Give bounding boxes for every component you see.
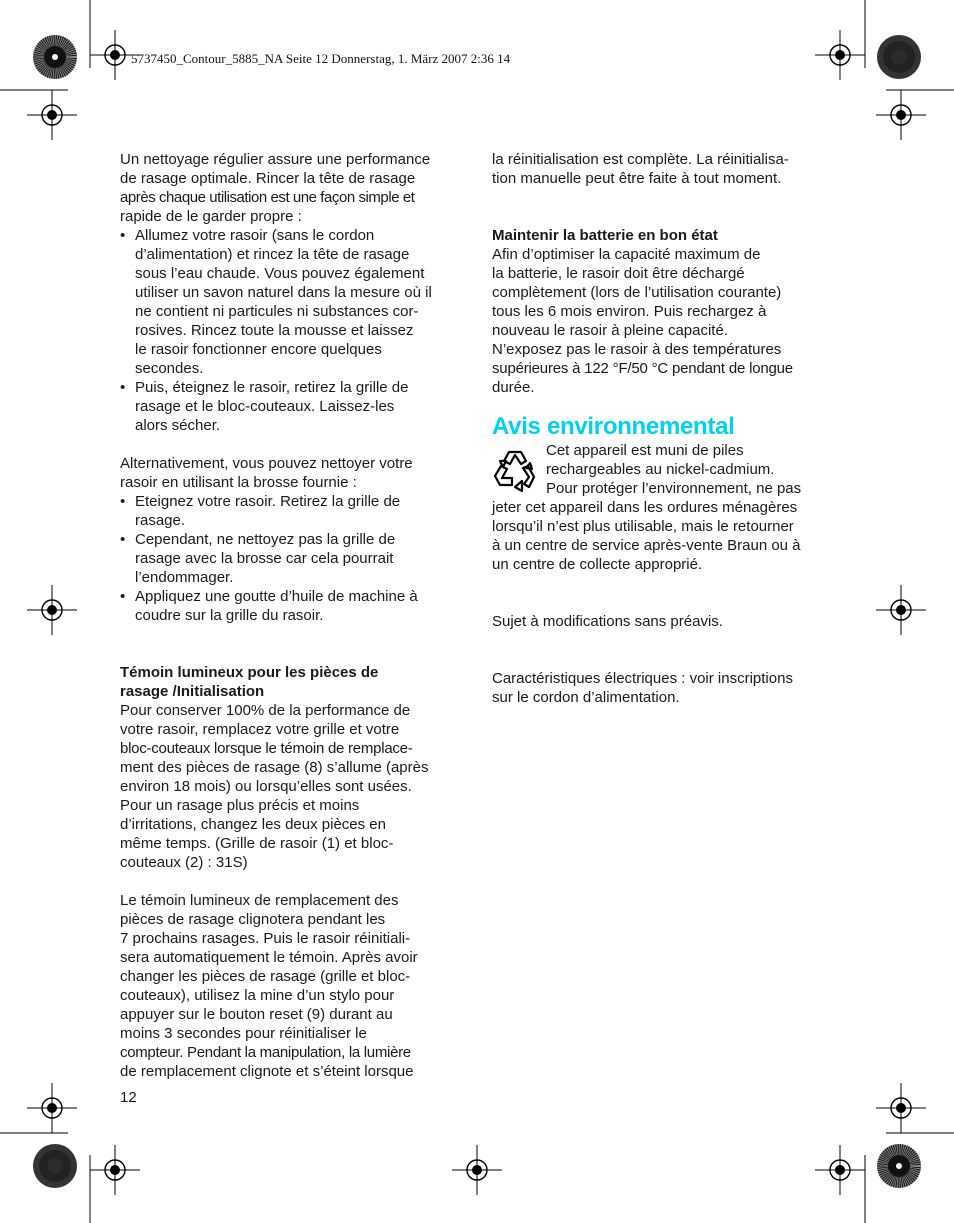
bullet-item — [120, 226, 465, 378]
text-line: d’irritations, changez les deux pièces en — [120, 816, 386, 833]
text-line: d’alimentation) et rincez la tête de rasage — [135, 246, 410, 263]
text-line: • Appliquez une goutte d’huile de machine à — [135, 588, 418, 605]
text-line: rapide de le garder propre : — [120, 208, 302, 225]
text-line: à un centre de service après-vente Braun ou à — [492, 537, 801, 554]
bullet-item — [120, 492, 465, 530]
text-line: Pour conserver 100% de la performance de — [120, 702, 411, 719]
registration-mark-icon — [876, 1083, 926, 1133]
text-line: • Allumez votre rasoir (sans le cordon — [135, 227, 375, 244]
text-line: secondes. — [135, 360, 204, 377]
text-line: Pour un rasage plus précis et moins — [120, 797, 360, 814]
starburst-color-bar-icon — [32, 1143, 78, 1189]
text-line: lorsqu’il n’est plus utilisable, mais le retourner — [492, 518, 794, 535]
text-line: la batterie, le rasoir doit être déchargé — [492, 265, 745, 282]
starburst-color-bar-icon — [876, 34, 922, 80]
text-line: • Puis, éteignez le rasoir, retirez la grille de — [135, 379, 409, 396]
text-line: Afin d’optimiser la capacité maximum de — [492, 246, 761, 263]
left-column — [120, 150, 465, 1081]
bullet-item — [120, 587, 465, 625]
text-line: même temps. (Grille de rasoir (1) et bloc- — [120, 835, 394, 852]
text-line: bloc-couteaux lorsque le témoin de remplace- — [120, 740, 413, 757]
text-line: environ 18 mois) ou lorsqu’elles sont usées. — [120, 778, 412, 795]
right-column — [492, 150, 837, 707]
section-heading: Témoin lumineux pour les pièces de — [120, 664, 379, 681]
text-line: rasage et le bloc-couteaux. Laissez-les — [135, 398, 395, 415]
text-line: supérieures à 122 °F/50 °C pendant de longue — [492, 360, 793, 377]
text-line: utiliser un savon naturel dans la mesure où il — [135, 284, 432, 301]
text-line: appuyer sur le bouton reset (9) durant au — [120, 1006, 393, 1023]
text-line: couteaux (2) : 31S) — [120, 854, 248, 871]
text-line: sera automatiquement le témoin. Après avoir — [120, 949, 418, 966]
text-line: moins 3 secondes pour réinitialiser le — [120, 1025, 367, 1042]
text-line: changer les pièces de rasage (grille et bloc- — [120, 968, 411, 985]
text-line: rasoir en utilisant la brosse fournie : — [120, 474, 357, 491]
text-line: rasage avec la brosse car cela pourrait — [135, 550, 394, 567]
text-line: • Cependant, ne nettoyez pas la grille de — [135, 531, 396, 548]
registration-mark-icon — [27, 585, 77, 635]
registration-mark-icon — [90, 1145, 140, 1195]
starburst-color-bar-icon — [32, 34, 78, 80]
registration-mark-icon — [27, 1083, 77, 1133]
text-line: rechargeables au nickel-cadmium. — [546, 461, 775, 478]
text-line: le rasoir fonctionner encore quelques — [135, 341, 382, 358]
section-heading: Maintenir la batterie en bon état — [492, 227, 718, 244]
text-line: coudre sur la grille du rasoir. — [135, 607, 324, 624]
registration-mark-icon — [27, 90, 77, 140]
text-line: jeter cet appareil dans les ordures ménagères — [492, 499, 798, 516]
text-line: rosives. Rincez toute la mousse et laissez — [135, 322, 414, 339]
text-line: durée. — [492, 379, 535, 396]
text-line: complètement (lors de l’utilisation courante) — [492, 284, 782, 301]
text-line: tous les 6 mois environ. Puis rechargez à — [492, 303, 767, 320]
environment-notice — [492, 441, 837, 574]
text-line: Alternativement, vous pouvez nettoyer votre — [120, 455, 413, 472]
text-line: couteaux), utilisez la mine d’un stylo pour — [120, 987, 395, 1004]
text-line: sous l’eau chaude. Vous pouvez également — [135, 265, 425, 282]
bullet-item — [120, 378, 465, 435]
text-line: Cet appareil est muni de piles — [546, 442, 744, 459]
text-line: • Eteignez votre rasoir. Retirez la grille de — [135, 493, 401, 510]
registration-mark-icon — [876, 90, 926, 140]
registration-mark-icon — [815, 1145, 865, 1195]
bullet-item — [120, 530, 465, 587]
section-title: Avis environnemental — [492, 413, 735, 440]
text-line: après chaque utilisation est une façon simple et — [120, 189, 415, 206]
text-line: un centre de collecte approprié. — [492, 556, 703, 573]
text-line: ment des pièces de rasage (8) s’allume (après — [120, 759, 429, 776]
recycle-icon — [492, 447, 538, 493]
text-line: l’endommager. — [135, 569, 234, 586]
starburst-color-bar-icon — [876, 1143, 922, 1189]
text-line: de remplacement clignote et s’éteint lorsque — [120, 1063, 414, 1080]
notice-text: Sujet à modifications sans préavis. — [492, 613, 723, 630]
text-line: tion manuelle peut être faite à tout moment. — [492, 170, 782, 187]
text-line: N’exposez pas le rasoir à des températures — [492, 341, 782, 358]
text-line: rasage. — [135, 512, 186, 529]
text-line: compteur. Pendant la manipulation, la lumière — [120, 1044, 411, 1061]
text-line: Caractéristiques électriques : voir inscriptions — [492, 670, 793, 687]
text-line: pièces de rasage clignotera pendant les — [120, 911, 386, 928]
text-line: Le témoin lumineux de remplacement des — [120, 892, 399, 909]
text-line: alors sécher. — [135, 417, 221, 434]
registration-mark-icon — [876, 585, 926, 635]
text-line: ne contient ni particules ni substances cor- — [135, 303, 419, 320]
text-line: Un nettoyage régulier assure une performance — [120, 151, 431, 168]
text-line: 7 prochains rasages. Puis le rasoir réinitiali- — [120, 930, 411, 947]
text-line: Pour protéger l’environnement, ne pas — [546, 480, 802, 497]
registration-mark-icon — [452, 1145, 502, 1195]
text-line: sur le cordon d’alimentation. — [492, 689, 680, 706]
section-heading: rasage /Initialisation — [120, 683, 265, 700]
print-slug: 5737450_Contour_5885_NA Seite 12 Donnerstag, 1. März 2007 2:36 14 — [131, 51, 511, 66]
text-line: de rasage optimale. Rincer la tête de rasage — [120, 170, 416, 187]
text-line: la réinitialisation est complète. La réinitialisa- — [492, 151, 789, 168]
text-line: votre rasoir, remplacez votre grille et votre — [120, 721, 400, 738]
text-line: nouveau le rasoir à pleine capacité. — [492, 322, 728, 339]
page-number: 12 — [120, 1089, 137, 1106]
registration-mark-icon — [815, 30, 865, 80]
